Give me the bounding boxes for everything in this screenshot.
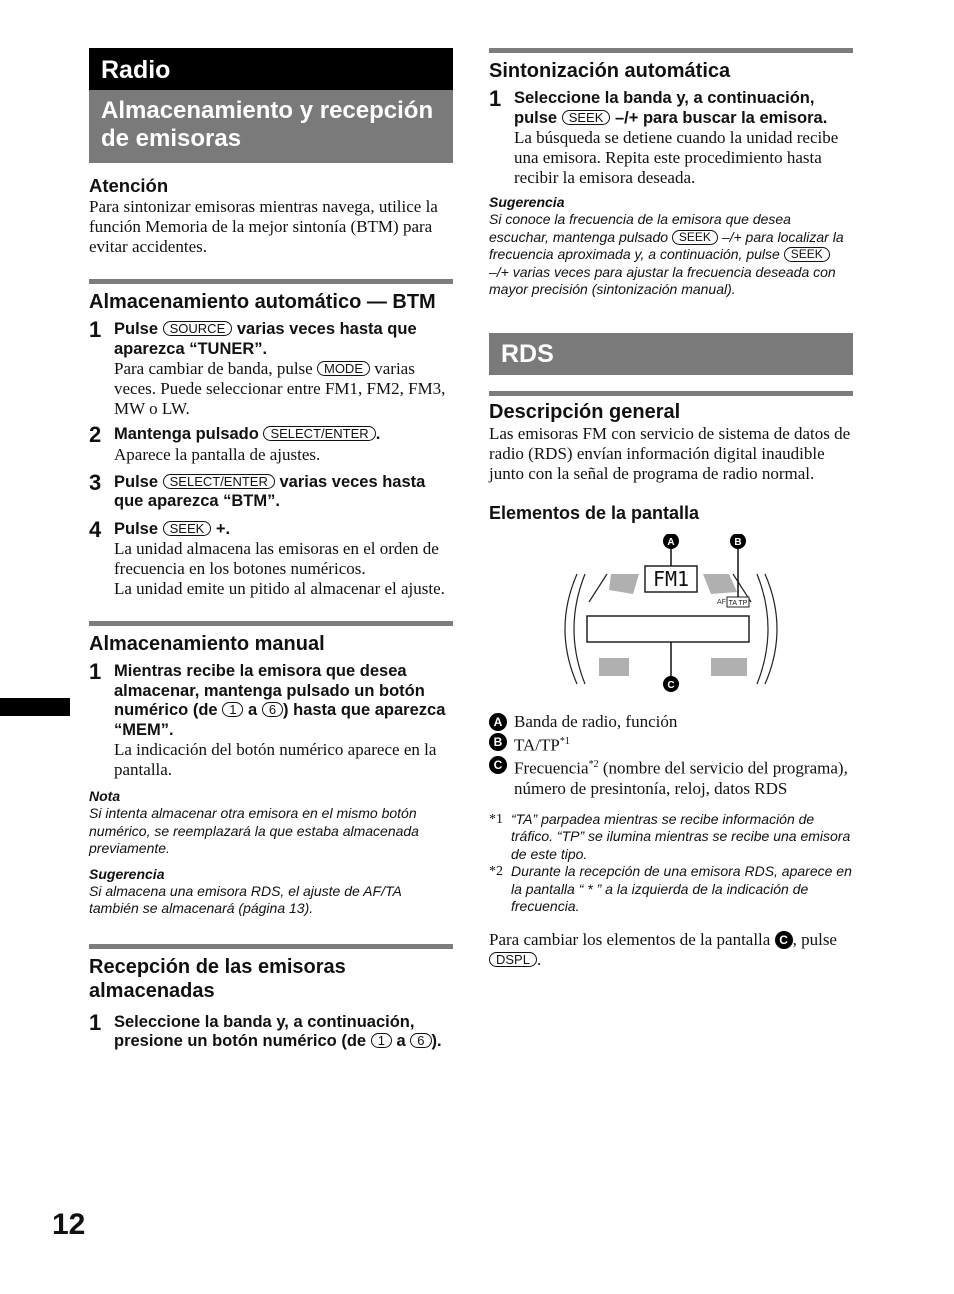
legend-item-b	[489, 732, 853, 756]
auto-store-step-4	[89, 516, 453, 600]
bezel-curve-right	[765, 574, 777, 684]
step-body: La indicación del botón numérico aparece en la pantalla.	[114, 740, 437, 779]
dspl-key: DSPL	[489, 952, 537, 967]
step-number: 2	[89, 422, 102, 447]
section-title-radio: Radio	[89, 48, 453, 90]
auto-store-heading: Almacenamiento automático — BTM	[89, 291, 436, 313]
right-column	[489, 48, 853, 970]
step-text: Pulse	[114, 519, 159, 538]
step-text: Seleccione la banda y, a continuación, pulse	[514, 89, 815, 127]
overview-heading: Descripción general	[489, 400, 681, 423]
divider	[89, 621, 453, 626]
receive-stored-section	[89, 955, 453, 1052]
source-key: SOURCE	[163, 321, 233, 336]
seek-key: SEEK	[784, 247, 830, 262]
step-body-text: varias veces. Puede seleccionar entre FM1, FM2, FM3, MW o LW.	[114, 359, 446, 418]
tip-text	[489, 211, 853, 299]
display-items-section	[489, 502, 853, 970]
af-label: AF	[717, 598, 726, 606]
step-number: 1	[89, 1009, 102, 1035]
caution-block	[89, 175, 453, 257]
footnote-ref: *1	[559, 735, 570, 747]
legend-item-c	[489, 755, 853, 799]
preset-6-key: 6	[262, 702, 283, 717]
change-text: , pulse	[792, 929, 837, 949]
band-text-box	[645, 566, 697, 592]
seek-key: SEEK	[672, 230, 718, 245]
bezel-curve-left	[565, 574, 577, 684]
step-text: a	[396, 1032, 406, 1050]
marker-c: C	[489, 756, 507, 774]
footnote-text: Durante la recepción de una emisora RDS, aparece en la pantalla “ * ” a la izquierda de la indicación de frecuencia.	[511, 863, 852, 915]
step-body	[114, 359, 453, 419]
step-instruction	[514, 89, 853, 128]
preset-6-key: 6	[410, 1033, 431, 1048]
step-text: varias veces hasta que aparezca “TUNER”.	[114, 320, 417, 358]
auto-store-step-1	[89, 317, 453, 419]
step-text: +.	[215, 519, 231, 538]
step-text: Mantenga pulsado	[114, 425, 259, 443]
page-number: 12	[52, 1208, 86, 1241]
tip-title: Sugerencia	[89, 865, 165, 882]
legend-text: Frecuencia	[514, 758, 589, 778]
step-text: .	[375, 425, 381, 443]
legend-item-a	[489, 712, 853, 732]
step-text: Pulse	[114, 320, 159, 338]
chapter-tab	[0, 698, 70, 716]
auto-store-section	[89, 290, 453, 599]
tip-block	[489, 194, 853, 299]
auto-tune-step-1	[489, 86, 853, 188]
legend-text: Banda de radio, función	[514, 711, 678, 731]
select-enter-key: SELECT/ENTER	[163, 474, 275, 489]
marker-b-label: B	[734, 536, 742, 548]
tip-text-part: Si conoce la frecuencia de la emisora que desea escuchar, mantenga pulsado	[489, 211, 791, 245]
marker-c-label: C	[667, 679, 675, 691]
step-instruction	[114, 473, 453, 512]
legend-text: TA/TP	[514, 735, 560, 755]
divider	[89, 279, 453, 284]
marker-c: C	[775, 931, 793, 949]
footnote-text: “TA” parpadea mientras se recibe información de tráfico. “TP” se ilumina mientras se recibe una emisora de este tipo.	[511, 810, 851, 862]
step-number: 4	[89, 516, 102, 542]
frequency-display-area	[587, 616, 749, 642]
footnote-mark: *1	[489, 811, 503, 827]
step-body: La unidad emite un pitido al almacenar el ajuste.	[114, 579, 445, 598]
footnote-1	[489, 811, 853, 864]
tatp-label: TA TP	[728, 599, 748, 607]
note-title: Nota	[89, 788, 121, 804]
step-text: ) hasta que aparezca “MEM”.	[114, 701, 446, 739]
step-number: 1	[89, 659, 102, 684]
section-title-rds: RDS	[489, 333, 853, 375]
change-display-text	[489, 930, 853, 970]
divider	[89, 944, 453, 949]
auto-tune-heading: Sintonización automática	[489, 60, 731, 82]
step-text: ).	[431, 1032, 442, 1050]
footnotes	[489, 811, 853, 916]
marker-b: B	[489, 733, 507, 751]
tip-block	[89, 866, 453, 918]
step-body-text: Para cambiar de banda, pulse	[114, 359, 313, 378]
legend-text: (nombre del servicio del programa), número de presintonía, reloj, datos RDS	[514, 758, 848, 798]
step-instruction	[114, 320, 453, 359]
step-text: Pulse	[114, 472, 159, 491]
overview-section	[489, 400, 853, 484]
receive-stored-step-1	[89, 1009, 453, 1052]
change-text: Para cambiar los elementos de la pantalla	[489, 929, 771, 949]
left-column	[89, 48, 453, 1052]
marker-a-label: A	[667, 536, 675, 548]
band-display-text: FM1	[652, 566, 690, 591]
tip-text-part: –/+ varias veces para ajustar la frecuencia deseada con mayor precisión (sintonización manual).	[489, 263, 836, 297]
footnote-ref: *2	[588, 759, 599, 771]
divider	[489, 48, 853, 53]
step-text: a	[248, 701, 258, 719]
change-text: .	[536, 949, 542, 969]
step-instruction	[114, 520, 453, 540]
bezel-curve-right	[757, 574, 768, 684]
note-text: Si intenta almacenar otra emisora en el mismo botón numérico, se reemplazará la que estaba almacenada previamente.	[89, 805, 419, 856]
bezel-curve-left	[574, 574, 585, 684]
display-diagram	[489, 534, 853, 704]
caution-text: Para sintonizar emisoras mientras navega, utilice la función Memoria de la mejor sintonía (BTM) para evitar accidentes.	[89, 197, 438, 256]
seek-key: SEEK	[163, 521, 212, 536]
step-instruction	[114, 425, 453, 445]
step-number: 1	[489, 86, 502, 111]
caution-heading: Atención	[89, 175, 169, 196]
step-instruction	[114, 1013, 453, 1052]
step-text: Seleccione la banda y, a continuación, presione un botón numérico (de	[114, 1012, 415, 1050]
tip-text-part: –/+ para localizar la frecuencia aproximada y, a continuación, pulse	[489, 228, 844, 262]
display-items-heading: Elementos de la pantalla	[489, 502, 700, 523]
footnote-mark: *2	[489, 864, 503, 880]
step-number: 3	[89, 469, 102, 495]
tip-title: Sugerencia	[489, 194, 565, 210]
step-text: –/+ para buscar la emisora.	[614, 108, 828, 127]
step-body: La búsqueda se detiene cuando la unidad recibe una emisora. Repita este procedimiento hasta recibir la emisora deseada.	[514, 128, 839, 187]
step-text: Mientras recibe la emisora que desea almacenar, mantenga pulsado un botón numérico (de	[114, 662, 425, 719]
step-text: varias veces hasta que aparezca “BTM”.	[114, 472, 426, 510]
step-body: La unidad almacena las emisoras en el orden de frecuencia en los botones numéricos.	[114, 539, 439, 578]
legend	[489, 712, 853, 799]
receive-stored-heading: Recepción de las emisoras almacenadas	[89, 955, 346, 1002]
note-block	[89, 788, 453, 858]
manual-store-heading: Almacenamiento manual	[89, 633, 325, 655]
select-enter-key: SELECT/ENTER	[263, 426, 375, 441]
marker-a: A	[489, 713, 507, 731]
step-instruction	[114, 662, 453, 740]
subsection-title: Almacenamiento y recepción de emisoras	[89, 90, 453, 163]
divider	[489, 391, 853, 396]
tip-text: Si almacena una emisora RDS, el ajuste de AF/TA también se almacenará (página 13).	[89, 882, 402, 916]
step-number: 1	[89, 317, 102, 342]
mode-key: MODE	[317, 361, 370, 376]
manual-store-step-1	[89, 659, 453, 780]
overview-text: Las emisoras FM con servicio de sistema de datos de radio (RDS) envían información digital inaudible junto con la señal de programa de radio normal.	[489, 423, 851, 483]
manual-store-section	[89, 632, 453, 918]
step-body: Aparece la pantalla de ajustes.	[114, 444, 321, 464]
auto-store-step-2	[89, 422, 453, 465]
auto-tune-section	[489, 59, 853, 299]
preset-1-key: 1	[371, 1033, 392, 1048]
preset-1-key: 1	[222, 702, 243, 717]
seek-key: SEEK	[562, 110, 611, 125]
auto-store-step-3	[89, 469, 453, 512]
footnote-2	[489, 863, 853, 916]
